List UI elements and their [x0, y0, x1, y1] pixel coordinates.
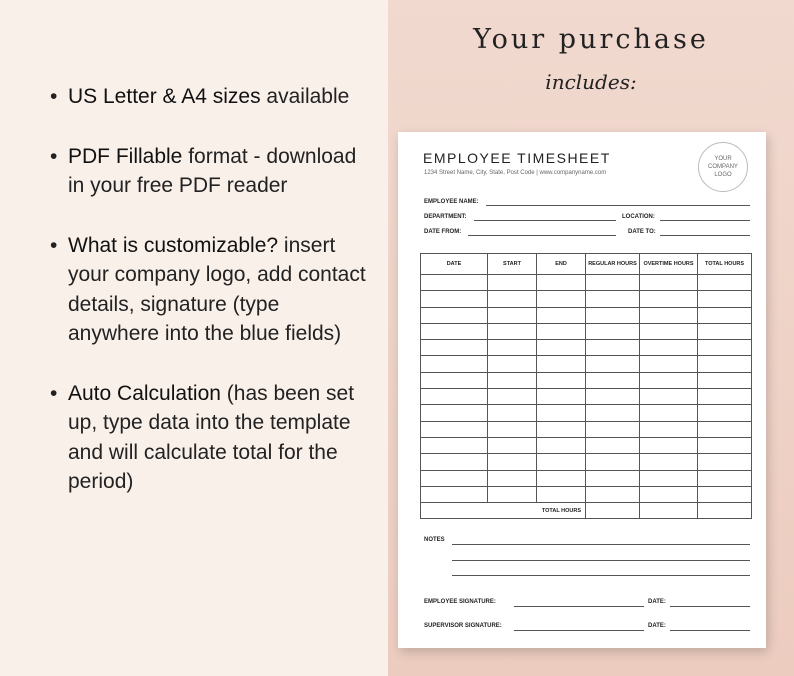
bullet-icon: •: [50, 233, 58, 257]
table-cell[interactable]: [640, 356, 698, 372]
supervisor-date-label: DATE:: [648, 623, 666, 629]
table-row: [421, 454, 752, 470]
table-cell[interactable]: [421, 372, 488, 388]
table-row: [421, 437, 752, 453]
company-logo-placeholder: YOUR COMPANY LOGO: [698, 142, 748, 192]
table-cell[interactable]: [488, 275, 537, 291]
table-row: [421, 291, 752, 307]
table-cell[interactable]: [640, 291, 698, 307]
table-cell[interactable]: [488, 340, 537, 356]
table-header-row: [421, 254, 752, 275]
table-cell[interactable]: [537, 323, 586, 339]
table-cell[interactable]: [698, 307, 752, 323]
notes-field[interactable]: [452, 575, 750, 576]
table-row: [421, 275, 752, 291]
total-hours-label: TOTAL HOURS: [537, 503, 586, 519]
table-cell[interactable]: [537, 340, 586, 356]
column-header: START: [488, 254, 537, 275]
table-cell[interactable]: [586, 372, 640, 388]
table-cell[interactable]: [586, 323, 640, 339]
date-from-label: DATE FROM:: [424, 229, 462, 235]
notes-label: NOTES: [424, 537, 445, 543]
supervisor-signature-field[interactable]: [514, 630, 644, 631]
feature-item: [50, 82, 370, 112]
table-cell[interactable]: [488, 470, 537, 486]
table-cell[interactable]: [421, 437, 488, 453]
table-cell[interactable]: [537, 470, 586, 486]
date-to-label: DATE TO:: [628, 229, 656, 235]
column-header: REGULAR HOURS: [586, 254, 640, 275]
column-header: TOTAL HOURS: [698, 254, 752, 275]
table-cell[interactable]: [698, 437, 752, 453]
timesheet-table: [420, 253, 752, 519]
feature-title: US Letter & A4 sizes: [68, 85, 261, 108]
table-cell[interactable]: [698, 421, 752, 437]
table-cell[interactable]: [640, 470, 698, 486]
table-cell[interactable]: [421, 275, 488, 291]
table-cell[interactable]: [698, 470, 752, 486]
table-cell[interactable]: [640, 307, 698, 323]
column-header: OVERTIME HOURS: [640, 254, 698, 275]
total-cell[interactable]: [698, 503, 752, 519]
table-cell[interactable]: [488, 421, 537, 437]
table-cell[interactable]: [421, 340, 488, 356]
feature-text: format - download in your free PDF reader: [68, 144, 357, 197]
feature-text: insert your company logo, add contact details, signature (type anywhere into the blue fields): [68, 233, 366, 345]
table-cell[interactable]: [698, 291, 752, 307]
table-cell[interactable]: [698, 454, 752, 470]
table-cell[interactable]: [488, 323, 537, 339]
company-address: 1234 Street Name, City, State, Post Code | www.companyname.com: [424, 170, 607, 176]
table-cell[interactable]: [698, 389, 752, 405]
feature-title: What is customizable?: [68, 233, 279, 257]
table-cell[interactable]: [421, 323, 488, 339]
table-cell[interactable]: [537, 437, 586, 453]
table-row: [421, 470, 752, 486]
table-cell[interactable]: [421, 356, 488, 372]
table-cell[interactable]: [698, 372, 752, 388]
column-header: END: [537, 254, 586, 275]
table-cell[interactable]: [537, 356, 586, 372]
table-cell[interactable]: [537, 291, 586, 307]
table-cell[interactable]: [488, 405, 537, 421]
column-header: DATE: [421, 254, 488, 275]
table-cell[interactable]: [586, 291, 640, 307]
table-cell[interactable]: [586, 389, 640, 405]
table-cell[interactable]: [640, 454, 698, 470]
total-row: [421, 503, 752, 519]
table-cell[interactable]: [421, 421, 488, 437]
table-cell[interactable]: [698, 340, 752, 356]
table-cell[interactable]: [586, 356, 640, 372]
employee-name-label: EMPLOYEE NAME:: [424, 199, 479, 205]
table-cell[interactable]: [488, 307, 537, 323]
notes-field[interactable]: [452, 560, 750, 561]
bullet-icon: •: [50, 381, 58, 405]
total-row-spacer: [421, 503, 537, 519]
notes-field[interactable]: [452, 544, 750, 545]
date-to-field[interactable]: [660, 235, 750, 236]
table-cell[interactable]: [586, 340, 640, 356]
table-cell[interactable]: [640, 421, 698, 437]
location-label: LOCATION:: [622, 214, 655, 220]
table-cell[interactable]: [537, 421, 586, 437]
table-row: [421, 356, 752, 372]
employee-date-field[interactable]: [670, 606, 750, 607]
table-cell[interactable]: [537, 307, 586, 323]
table-cell[interactable]: [537, 275, 586, 291]
total-cell[interactable]: [640, 503, 698, 519]
table-cell[interactable]: [421, 291, 488, 307]
table-cell[interactable]: [488, 389, 537, 405]
employee-signature-label: EMPLOYEE SIGNATURE:: [424, 599, 496, 605]
table-cell[interactable]: [698, 356, 752, 372]
table-cell[interactable]: [421, 405, 488, 421]
table-cell[interactable]: [640, 405, 698, 421]
table-cell[interactable]: [537, 405, 586, 421]
table-cell[interactable]: [698, 405, 752, 421]
table-cell[interactable]: [586, 421, 640, 437]
table-row: [421, 372, 752, 388]
date-from-field[interactable]: [468, 235, 616, 236]
table-row: [421, 323, 752, 339]
supervisor-signature-label: SUPERVISOR SIGNATURE:: [424, 623, 502, 629]
feature-text: available: [260, 85, 350, 108]
table-cell[interactable]: [586, 486, 640, 502]
table-cell[interactable]: [421, 470, 488, 486]
table-cell[interactable]: [488, 454, 537, 470]
table-cell[interactable]: [488, 486, 537, 502]
table-cell[interactable]: [537, 372, 586, 388]
table-cell[interactable]: [488, 437, 537, 453]
table-row: [421, 486, 752, 502]
department-field[interactable]: [474, 220, 616, 221]
feature-item: [50, 142, 370, 201]
timesheet-title: EMPLOYEE TIMESHEET: [423, 150, 611, 166]
timesheet-preview: [398, 132, 766, 648]
table-row: [421, 405, 752, 421]
table-cell[interactable]: [586, 470, 640, 486]
feature-item: [50, 231, 370, 349]
table-cell[interactable]: [586, 307, 640, 323]
table-cell[interactable]: [640, 340, 698, 356]
table-cell[interactable]: [698, 323, 752, 339]
feature-title: PDF Fillable: [68, 144, 183, 168]
employee-signature-field[interactable]: [514, 606, 644, 607]
table-cell[interactable]: [488, 372, 537, 388]
bullet-icon: •: [50, 85, 58, 108]
table-cell[interactable]: [640, 486, 698, 502]
bullet-icon: •: [50, 144, 58, 168]
table-cell[interactable]: [698, 275, 752, 291]
table-row: [421, 340, 752, 356]
table-cell[interactable]: [537, 454, 586, 470]
table-row: [421, 307, 752, 323]
table-cell[interactable]: [586, 405, 640, 421]
table-cell[interactable]: [421, 389, 488, 405]
table-cell[interactable]: [640, 437, 698, 453]
table-cell[interactable]: [698, 486, 752, 502]
table-cell[interactable]: [421, 454, 488, 470]
table-cell[interactable]: [640, 323, 698, 339]
table-cell[interactable]: [421, 486, 488, 502]
table-cell[interactable]: [640, 372, 698, 388]
table-body: [421, 275, 752, 519]
table-row: [421, 389, 752, 405]
feature-title: Auto Calculation: [68, 381, 221, 405]
feature-text: (has been set up, type data into the template and will calculate total for the period): [68, 381, 355, 493]
feature-list: [50, 82, 370, 527]
table-cell[interactable]: [640, 389, 698, 405]
table-cell[interactable]: [488, 291, 537, 307]
table-cell[interactable]: [586, 454, 640, 470]
feature-item: [50, 379, 370, 497]
employee-name-field[interactable]: [486, 205, 750, 206]
headline: Your purchase: [473, 24, 709, 55]
table-cell[interactable]: [488, 356, 537, 372]
table-cell[interactable]: [640, 275, 698, 291]
headline-script: includes:: [545, 70, 637, 94]
employee-date-label: DATE:: [648, 599, 666, 605]
table-row: [421, 421, 752, 437]
table-cell[interactable]: [586, 437, 640, 453]
table-cell[interactable]: [537, 486, 586, 502]
supervisor-date-field[interactable]: [670, 630, 750, 631]
total-cell[interactable]: [586, 503, 640, 519]
table-cell[interactable]: [586, 275, 640, 291]
table-cell[interactable]: [537, 389, 586, 405]
location-field[interactable]: [660, 220, 750, 221]
department-label: DEPARTMENT:: [424, 214, 467, 220]
table-cell[interactable]: [421, 307, 488, 323]
